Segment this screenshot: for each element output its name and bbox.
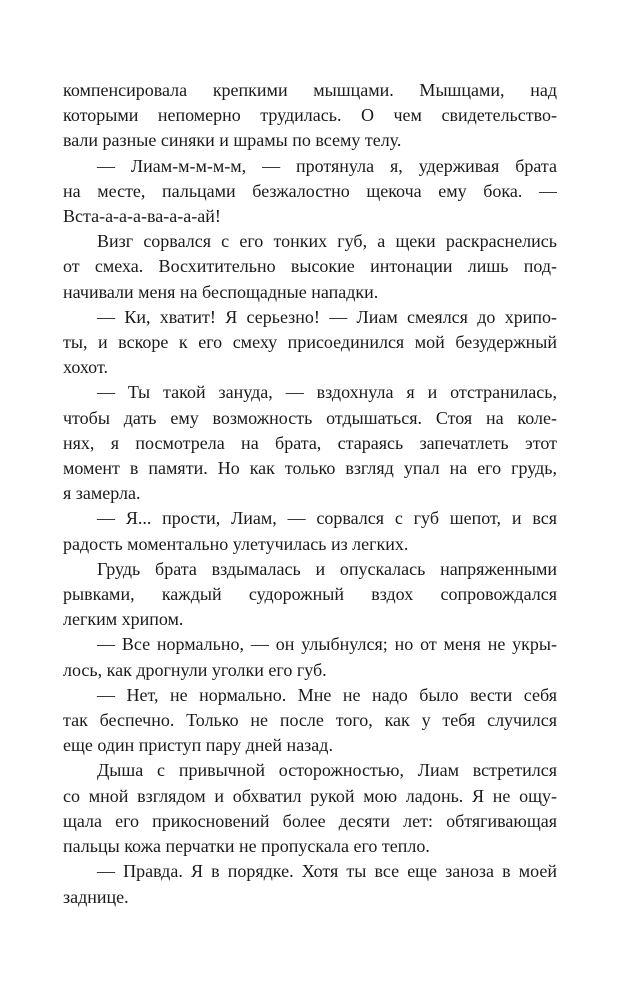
text-line: ты, и вскоре к его смеху присоединился мой безудержный bbox=[63, 332, 557, 353]
text-line: — Лиам-м-м-м-м, — протянула я, удерживая брата bbox=[97, 155, 557, 176]
text-line: Грудь брата вздымалась и опускалась напряженными bbox=[97, 558, 557, 579]
text-line: хохот. bbox=[63, 357, 108, 378]
text-line: начивали меня на беспощадные нападки. bbox=[63, 281, 379, 302]
text-line: — Правда. Я в порядке. Хотя ты все еще заноза в моей bbox=[97, 861, 557, 882]
text-block bbox=[63, 78, 557, 910]
text-line: рывками, каждый судорожный вздох сопровождался bbox=[63, 584, 557, 605]
text-line: еще один приступ пару дней назад. bbox=[63, 735, 333, 756]
text-line: на месте, пальцами безжалостно щекоча ему бока. — bbox=[63, 180, 557, 201]
text-line: — Ты такой зануда, — вздохнула я и отстранилась, bbox=[97, 382, 557, 403]
text-line: Дыша с привычной осторожностью, Лиам встретился bbox=[97, 760, 557, 781]
text-line: пальцы кожа перчатки не пропускала его тепло. bbox=[63, 836, 430, 857]
text-line: — Ки, хватит! Я серьезно! — Лиам смеялся до хрипо- bbox=[97, 306, 557, 327]
text-line: от смеха. Восхитительно высокие интонации лишь под- bbox=[63, 256, 557, 277]
text-line: заднице. bbox=[63, 886, 129, 907]
text-line: радость моментально улетучилась из легких. bbox=[63, 533, 409, 554]
text-line: я замерла. bbox=[63, 483, 141, 504]
text-line: Визг сорвался с его тонких губ, а щеки раскраснелись bbox=[97, 231, 557, 252]
text-line: которыми непомерно трудилась. О чем свидетельство- bbox=[63, 105, 557, 126]
text-line: так беспечно. Только не после того, как у тебя случился bbox=[63, 710, 557, 731]
text-line: Вста-а-а-а-ва-а-а-ай! bbox=[63, 206, 221, 227]
text-line: — Нет, не нормально. Мне не надо было вести себя bbox=[97, 684, 557, 705]
text-line: — Я... прости, Лиам, — сорвался с губ шепот, и вся bbox=[97, 508, 557, 529]
text-line: чтобы дать ему возможность отдышаться. Стоя на коле- bbox=[63, 407, 557, 428]
text-line: нях, я посмотрела на брата, стараясь запечатлеть этот bbox=[63, 432, 557, 453]
text-line: момент в памяти. Но как только взгляд упал на его грудь, bbox=[63, 458, 557, 479]
text-line: — Все нормально, — он улыбнулся; но от меня не укры- bbox=[97, 634, 557, 655]
text-line: вали разные синяки и шрамы по всему телу. bbox=[63, 130, 402, 151]
text-line: легким хрипом. bbox=[63, 609, 184, 630]
text-line: со мной взглядом и обхватил рукой мою ладонь. Я не ощу- bbox=[63, 785, 557, 806]
text-line: компенсировала крепкими мышцами. Мышцами, над bbox=[63, 80, 557, 100]
text-line: лось, как дрогнули уголки его губ. bbox=[63, 659, 327, 680]
text-line: щала его прикосновений более десяти лет: обтягивающая bbox=[63, 810, 557, 831]
